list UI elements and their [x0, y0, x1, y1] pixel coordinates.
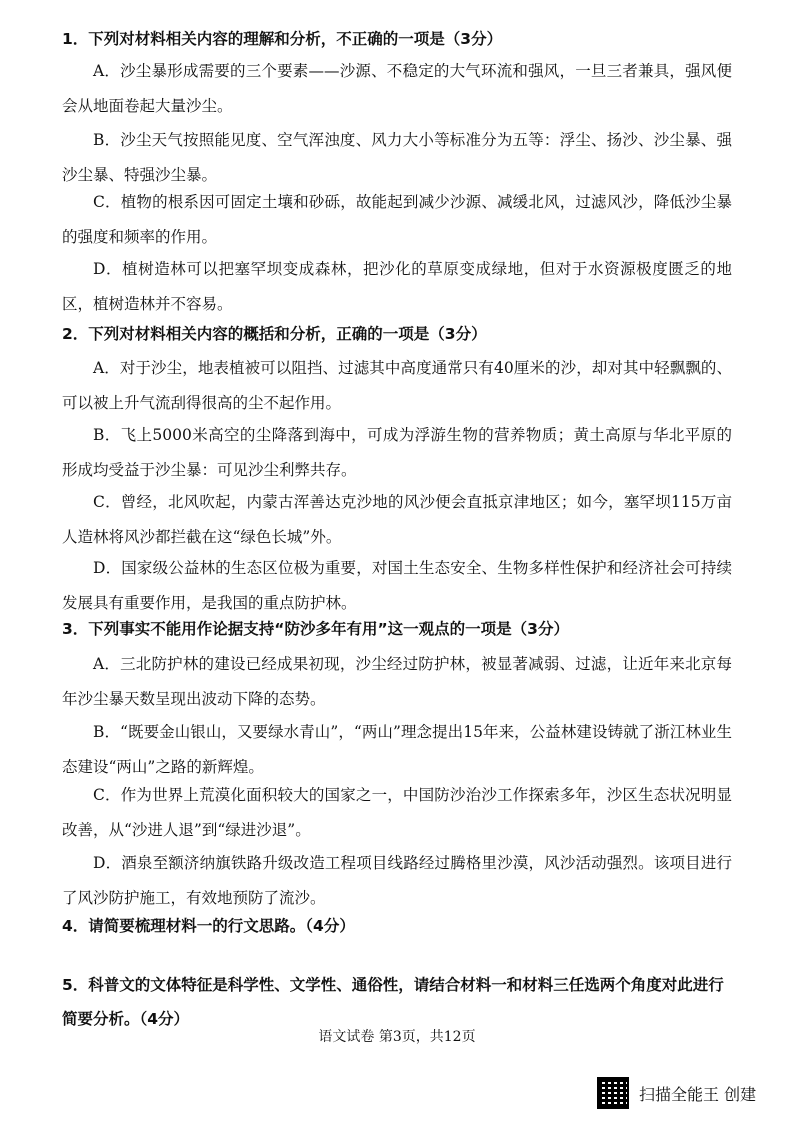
question-5-stem: 5．科普文的文体特征是科学性、文学性、通俗性，请结合材料一和材料三任选两个角度对此进行简要分析。（4分）: [62, 976, 724, 1028]
question-3-option-b: B．“既要金山银山，又要绿水青山”，“两山”理念提出15年来，公益林建设铸就了浙江林业生态建设“两山”之路的新辉煌。: [62, 723, 732, 776]
question-4-stem: 4．请简要梳理材料一的行文思路。（4分）: [62, 917, 355, 935]
question-2-option-d: D．国家级公益林的生态区位极为重要，对国土生态安全、生物多样性保护和经济社会可持续发展具有重要作用，是我国的重点防护林。: [62, 559, 732, 612]
question-3-option-a: A．三北防护林的建设已经成果初现，沙尘经过防护林，被显著减弱、过滤，让近年来北京每年沙尘暴天数呈现出波动下降的态势。: [62, 655, 732, 708]
question-1-option-c: C．植物的根系因可固定土壤和砂砾，故能起到减少沙源、减缓北风，过滤风沙，降低沙尘暴的强度和频率的作用。: [62, 193, 732, 246]
page-footer: 语文试卷 第3页，共12页: [318, 1029, 476, 1045]
question-3-option-c: C．作为世界上荒漠化面积较大的国家之一，中国防沙治沙工作探索多年，沙区生态状况明显改善，从“沙进人退”到“绿进沙退”。: [62, 786, 732, 839]
question-2-option-a: A．对于沙尘，地表植被可以阻挡、过滤其中高度通常只有40厘米的沙，却对其中轻飘飘的、可以被上升气流刮得很高的尘不起作用。: [62, 359, 732, 412]
question-2-option-b: B．飞上5000米高空的尘降落到海中，可成为浮游生物的营养物质；黄土高原与华北平原的形成均受益于沙尘暴：可见沙尘利弊共存。: [62, 426, 732, 479]
question-1-option-b: B．沙尘天气按照能见度、空气浑浊度、风力大小等标准分为五等：浮尘、扬沙、沙尘暴、强沙尘暴、特强沙尘暴。: [62, 131, 732, 184]
scanner-watermark: [597, 1076, 756, 1110]
question-1-option-a: A．沙尘暴形成需要的三个要素——沙源、不稳定的大气环流和强风，一旦三者兼具，强风便会从地面卷起大量沙尘。: [62, 62, 732, 115]
qr-code-icon: [597, 1077, 629, 1109]
question-3-option-d: D．酒泉至额济纳旗铁路升级改造工程项目线路经过腾格里沙漠，风沙活动强烈。该项目进行了风沙防护施工，有效地预防了流沙。: [62, 854, 732, 907]
watermark-text: 扫描全能王 创建: [639, 1084, 757, 1104]
question-1-stem: 1．下列对材料相关内容的理解和分析，不正确的一项是（3分）: [62, 30, 503, 48]
question-3-stem: 3．下列事实不能用作论据支持“防沙多年有用”这一观点的一项是（3分）: [62, 620, 569, 638]
question-1-option-d: D．植树造林可以把塞罕坝变成森林，把沙化的草原变成绿地，但对于水资源极度匮乏的地区，植树造林并不容易。: [62, 260, 732, 313]
question-2-option-c: C．曾经，北风吹起，内蒙古浑善达克沙地的风沙便会直抵京津地区；如今，塞罕坝115万亩人造林将风沙都拦截在这“绿色长城”外。: [62, 493, 732, 546]
question-2-stem: 2．下列对材料相关内容的概括和分析，正确的一项是（3分）: [62, 325, 487, 343]
